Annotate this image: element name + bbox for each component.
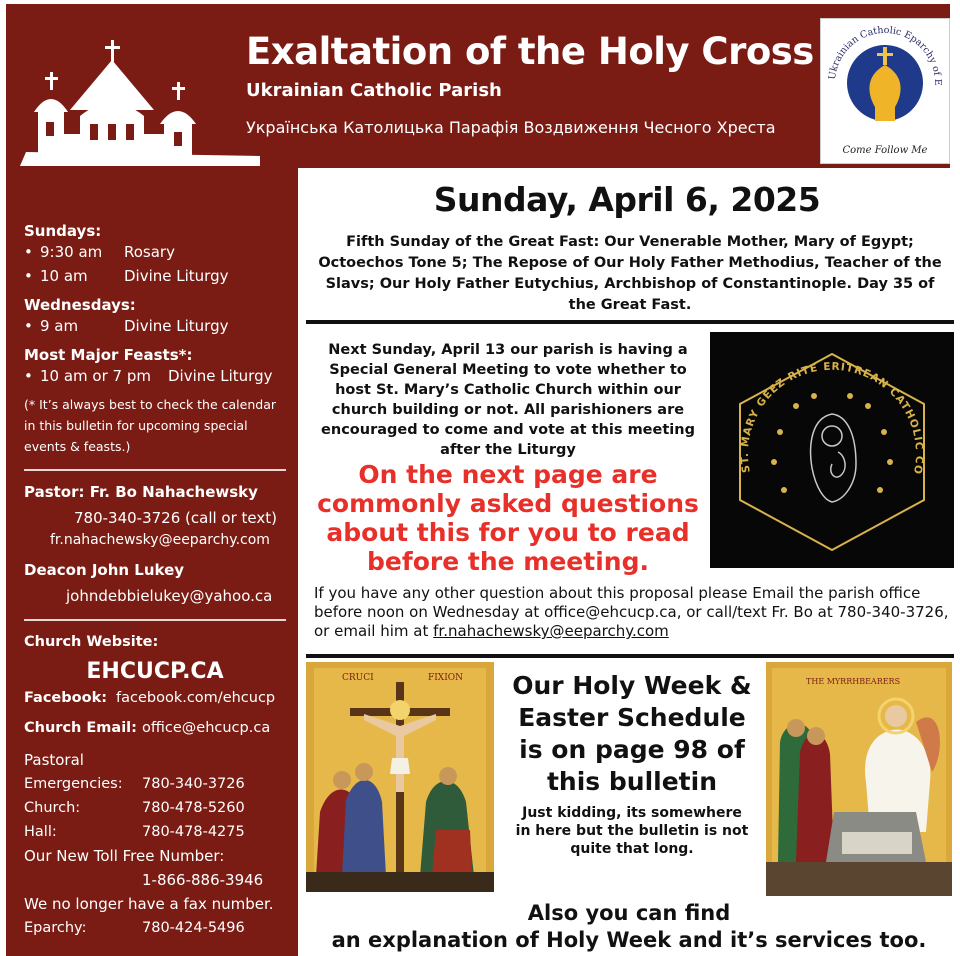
feasts-heading: Most Major Feasts*: [24,346,193,364]
contact-row [24,772,286,796]
bullet: • [24,243,33,261]
toll-free-number: 1-866-886-3946 [142,871,264,889]
contact-value: 780-340-3726 [142,776,245,792]
eparchy-motto: Come Follow Me [842,145,928,156]
contact-question [314,584,954,641]
schedule-row [24,240,286,264]
sidebar-divider [24,469,286,471]
sidebar-schedule [6,168,298,956]
pastor-email-link[interactable]: fr.nahachewsky@eeparchy.com [433,622,669,640]
sidebar-divider [24,619,286,621]
contact-row [24,796,286,820]
bullet: • [24,317,33,335]
crucifixion-caption-left: CRUCI [342,673,374,683]
eparchy-row [24,916,286,940]
eparchy-ring-text: Ukrainian Catholic Eparchy of E [827,24,944,86]
eparchy-label: Eparchy: [24,920,87,936]
question-text: If you have any other question about this proposal please Email the parish office before noon on Wednesday at office@ehcucp.ca, or call/text Fr. Bo at 780-340-3726, or email him at [314,584,949,640]
contact-label: Hall: [24,824,57,840]
deacon-name: Deacon John Lukey [24,561,185,579]
schedule-row [24,264,286,288]
toll-free-label: Our New Toll Free Number: [24,847,225,865]
pastor-phone: 780-340-3726 (call or text) [74,509,277,527]
next-page-notice: On the next page are commonly asked questions about this for you to read before the meeting. [317,460,699,576]
contact-label: Church: [24,800,81,816]
church-silhouette-icon [20,38,260,166]
deacon-email[interactable]: johndebbielukey@yahoo.ca [66,587,273,605]
fax-note: We no longer have a fax number. [24,895,274,913]
calendar-note: (* It’s always best to check the calendar in this bulletin for upcoming special events & feasts.) [24,397,276,454]
crucifixion-icon-image [306,662,494,892]
website-link[interactable]: EHCUCP.CA [86,659,224,684]
also-line-2: an explanation of Holy Week and it’s services too. [331,928,927,952]
sundays-heading: Sundays: [24,222,102,240]
meeting-announcement: Next Sunday, April 13 our parish is having a Special General Meeting to vote whether to host St. Mary’s Catholic Church within our church building or not. All parishioners are encouraged to come and vote at this meeting after the Liturgy [321,342,695,458]
facebook-label: Facebook: [24,690,108,706]
header-banner [6,4,950,168]
schedule-time: 10 am or 7 pm [40,367,151,385]
bulletin-date: Sunday, April 6, 2025 [433,180,821,219]
schedule-row [24,364,286,388]
holy-week-schedule-note: Our Holy Week & Easter Schedule is on page 98 of this bulletin [512,671,752,796]
schedule-time: 10 am [40,267,88,285]
community-seal-icon [710,332,954,568]
eritrean-community-logo [710,332,954,568]
community-ring-text: ST. MARY GEEZ RITE ERITREAN CATHOLIC CO [738,360,926,476]
contact-row [24,820,286,844]
parish-subtitle: Ukrainian Catholic Parish [246,80,502,101]
pastor-name: Pastor: Fr. Bo Nahachewsky [24,483,258,501]
bullet: • [24,267,33,285]
feast-description: Fifth Sunday of the Great Fast: Our Venerable Mother, Mary of Egypt; Octoechos Tone 5; The Repose of Our Holy Father Methodius, Teacher of the Slavs; Our Holy Father Eutychius, Archbishop of Constantinople. Day 35 of the Great Fast. [318,234,942,313]
website-label: Church Website: [24,634,159,650]
section-divider [306,320,954,324]
pastoral-label: Pastoral [24,751,84,769]
bulletin-main [304,172,956,956]
wednesdays-heading: Wednesdays: [24,296,136,314]
myrrhbearers-caption: THE MYRRHBEARERS [806,677,901,686]
schedule-row [24,314,286,338]
also-find-note [304,900,954,954]
eparchy-phone: 780-424-5496 [142,920,245,936]
schedule-time: 9:30 am [40,243,103,261]
facebook-link[interactable]: facebook.com/ehcucp [116,690,276,706]
ukrainian-title: Українська Католицька Парафія Воздвиження Чесного Хреста [246,118,776,137]
schedule-service: Divine Liturgy [124,317,229,335]
crucifixion-caption-right: FIXION [428,673,464,683]
email-label: Church Email: [24,720,137,736]
email-row [24,716,286,740]
also-line-1: Also you can find [527,901,731,925]
kidding-note: Just kidding, its somewhere in here but the bulletin is not quite that long. [515,805,749,857]
bullet: • [24,367,33,385]
contact-value: 780-478-4275 [142,824,245,840]
contact-value: 780-478-5260 [142,800,245,816]
schedule-time: 9 am [40,317,79,335]
parish-title: Exaltation of the Holy Cross [246,30,814,73]
schedule-service: Rosary [124,243,175,261]
pastor-email[interactable]: fr.nahachewsky@eeparchy.com [50,532,270,548]
eparchy-logo [820,18,950,164]
schedule-service: Divine Liturgy [168,367,273,385]
email-link[interactable]: office@ehcucp.ca [142,720,271,736]
myrrhbearers-icon-image [766,662,952,896]
eparchy-seal-icon [821,19,949,163]
section-divider [306,654,954,658]
contact-label: Emergencies: [24,776,123,792]
schedule-service: Divine Liturgy [124,267,229,285]
facebook-row [24,686,286,710]
